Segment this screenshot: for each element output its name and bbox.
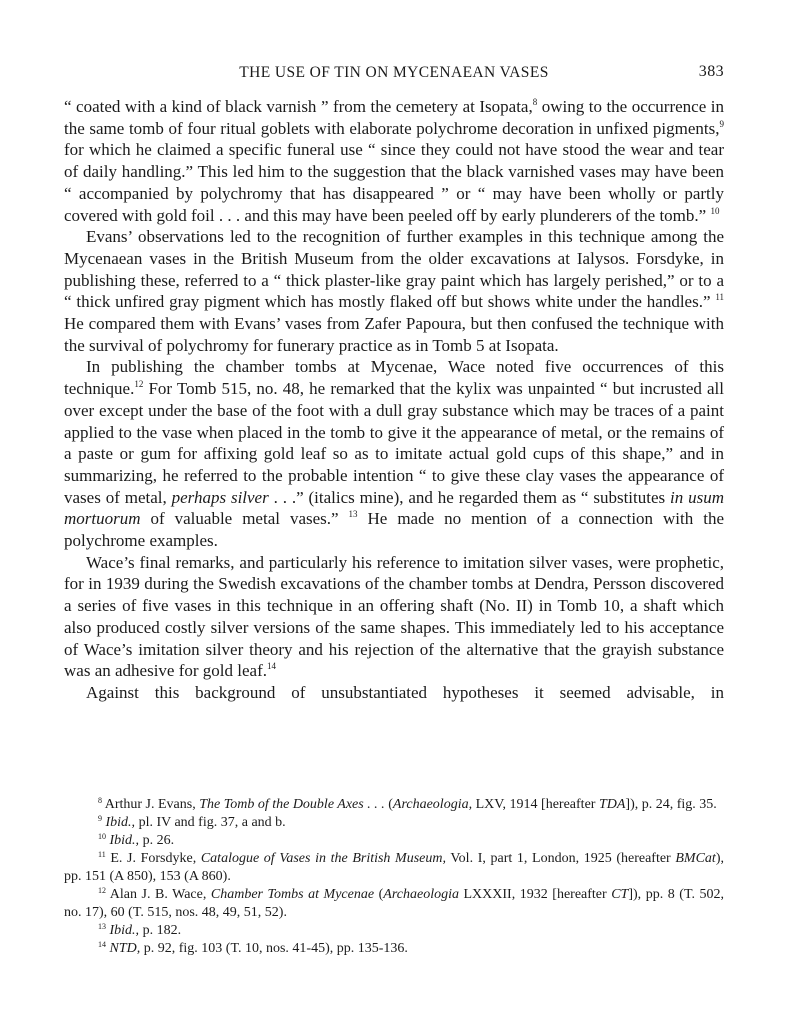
text-run: Vol. I, part 1, London, 1925 (hereafter [446,851,676,866]
footnote [64,796,724,814]
text-run: Wace’s final remarks, and particularly his reference to imitation silver vases, were prophetic, for in 1939 during the Swedish excavations of the chamber tombs at Dendra, Persson discovered a series of five vases in this technique in an offering shaft (No. II) in Tomb 10, a shaft which also produced costly silver versions of the same shapes. This immediately led to his acceptance of Wace’s imitation silver theory and his rejection of the alternative that the grayish substance was an adhesive for gold leaf. [64,552,724,681]
footnote [64,832,724,850]
footnote [64,814,724,832]
footnote [64,886,724,922]
italic-text: Catalogue of Vases in the British Museum, [200,851,446,866]
footnote-ref: 9 [719,118,724,129]
text-run: For Tomb 515, no. 48, he remarked that the kylix was unpainted “ but incrusted all over except under the base of the foot with a dull gray substance which may be traces of a paint applied to the vase when placed in the tomb to give it the appearance of metal, or the remains of a paste or gum for affixing gold leaf so as to imitate actual gold cups of this shape,” and in summarizing, he referred to the probable intention “ to give these clay vases the appearance of vases of metal, [64,379,724,507]
footnote-ref: 13 [98,922,106,931]
footnote [64,850,724,886]
text-run: Arthur J. Evans, [102,797,200,812]
text-run: ( [374,887,384,902]
text-run: p. 92, fig. 103 (T. 10, nos. 41-45), pp. 135-136. [140,941,408,956]
text-run: for which he claimed a specific funeral use “ since they could not have stood the wear and tear of daily handling.” This led him to the suggestion that the black varnished vases may have been “ accompanied by polychromy that has disappeared ” or “ may have been wholly or partly covered with gold foil . . . and this may have been peeled off by early plunderers of the tomb.” [64,140,724,225]
footnote-ref: 9 [98,814,102,823]
italic-text: in usum mortuorum [64,487,724,529]
footnote [64,940,724,958]
text-run: ), pp. 151 (A 850), 153 (A 860). [64,851,724,884]
text-run: Evans’ observations led to the recognition of further examples in this technique among the Mycenaean vases in the British Museum from the older excavations at Ialysos. Forsdyke, in publishing these, referred to a “ thick plaster-like gray paint which has largely perished,” or to a “ thick unfired gray pigment which has mostly flaked off but shows white under the handles.” [64,227,724,312]
text-run: pl. IV and fig. 37, a and b. [135,815,286,830]
text-run: LXV, 1914 [hereafter [472,797,599,812]
footnote-ref: 12 [134,379,144,390]
footnotes [64,796,724,958]
footnote-ref: 12 [98,886,106,895]
italic-text: Ibid., [109,833,140,848]
body-text [64,96,724,704]
text-run: of valuable metal vases.” [140,509,349,529]
paragraph [64,356,724,551]
text-run: In publishing the chamber tombs at Mycenae, Wace noted five occurrences of this technique. [64,357,724,399]
text-run: ]), p. 24, fig. 35. [625,797,717,812]
italic-text: Archaeologia [383,887,459,902]
text-run: owing to the occurrence in the same tomb of four ritual goblets with elaborate polychrome decoration in unfixed pigments, [64,97,724,138]
text-run: He made no mention of a connection with the polychrome examples. [64,509,724,551]
paragraph [64,682,724,704]
running-head [64,60,724,86]
italic-text: Archaeologia, [392,797,473,812]
page-number: 383 [698,63,724,80]
footnote-ref: 10 [98,832,106,841]
text-run: p. 182. [139,923,182,938]
text-run: LXXXII, 1932 [hereafter [458,887,612,902]
italic-text: The Tomb of the Double Axes . . . [199,797,385,812]
footnote-ref: 13 [348,509,358,520]
text-run: “ coated with a kind of black varnish ” from the cemetery at Isopata, [64,97,533,116]
text-run: ]), pp. 8 (T. 502, no. 17), 60 (T. 515, nos. 48, 49, 51, 52). [64,887,724,920]
footnote-ref: 8 [98,796,102,805]
footnote-ref: 11 [715,292,724,303]
paragraph [64,552,724,682]
footnote-ref: 10 [710,205,720,216]
footnote-ref: 14 [266,661,276,672]
text-run: Alan J. B. Wace, [106,887,211,902]
text-run: E. J. Forsdyke, [105,851,201,866]
text-run: p. 26. [139,833,175,848]
text-run: . . .” (italics mine), and he regarded them as “ substitutes [268,487,670,507]
footnote [64,922,724,940]
paragraph [64,96,724,226]
footnote-ref: 8 [532,97,538,107]
italic-text: TDA [598,797,626,812]
italic-text: perhaps silver [171,487,269,507]
italic-text: Ibid., [109,923,140,938]
italic-text: CT [611,887,629,902]
text-run: Against this background of unsubstantiated hypotheses it seemed advisable, in [86,682,724,702]
italic-text: BMCat [675,851,716,866]
footnote-ref: 14 [98,940,106,949]
running-title: THE USE OF TIN ON MYCENAEAN VASES [239,64,549,81]
paragraph [64,226,724,356]
italic-text: Chamber Tombs at Mycenae [210,887,375,902]
italic-text: Ibid., [105,815,136,830]
text-run: ( [384,797,393,812]
footnote-ref: 11 [98,850,106,859]
italic-text: NTD, [109,941,141,956]
text-run: He compared them with Evans’ vases from Zafer Papoura, but then confused the technique with the survival of polychromy for funerary practice as in Tomb 5 at Isopata. [64,314,724,355]
